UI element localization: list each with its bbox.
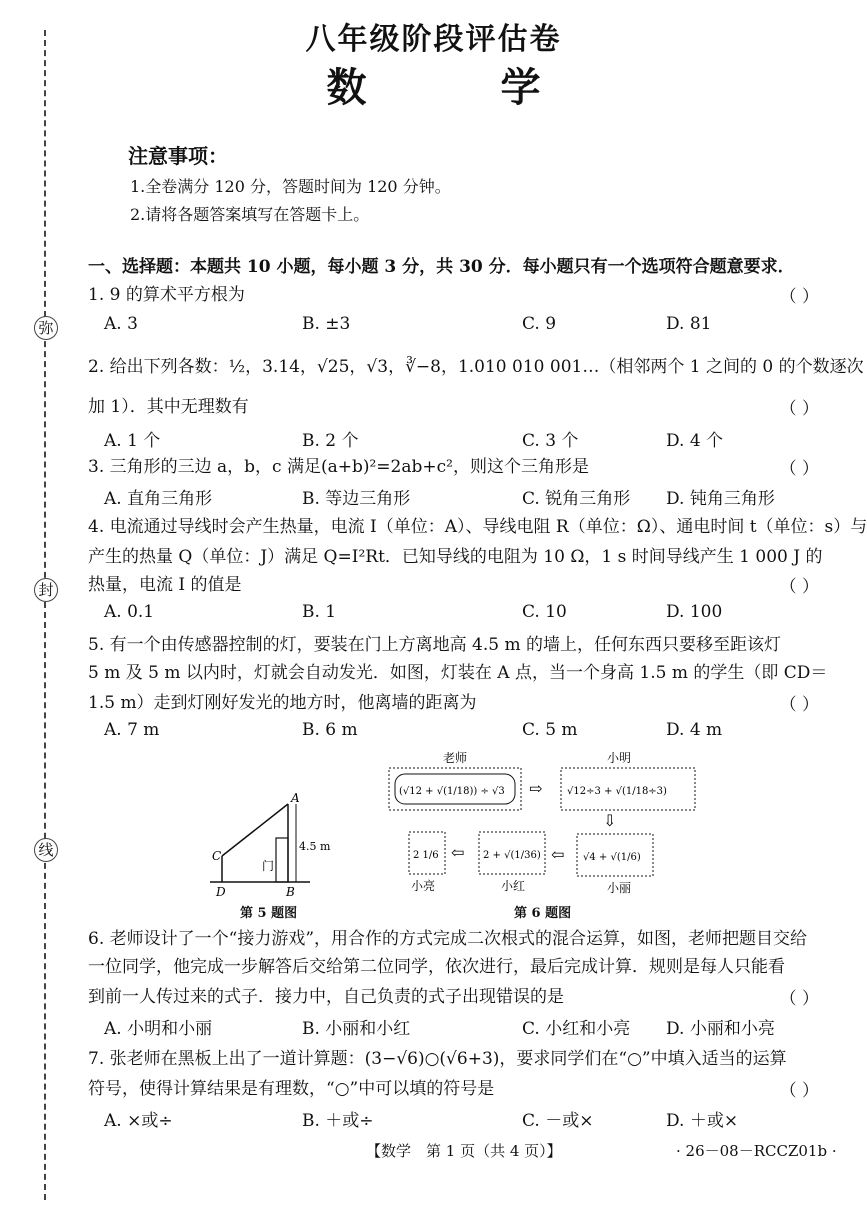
option-d: D. 4 个 — [666, 431, 724, 451]
fig5-label-b: B — [286, 885, 295, 899]
question-stem: 1. 9 的算术平方根为 — [88, 285, 245, 305]
option-b: B. 6 m — [302, 720, 358, 740]
question-stem: 7. 张老师在黑板上出了一道计算题：(3−√6)○(√6+3)，要求同学们在“○”中填入适当的运算 — [88, 1049, 787, 1069]
answer-blank: （ ） — [779, 459, 819, 479]
option-a: A. 7 m — [104, 720, 160, 740]
role-xiaohong: 小红 — [501, 879, 526, 893]
fig5-door-label: 门 — [262, 859, 275, 873]
option-c: C. 3 个 — [522, 431, 579, 451]
question-stem: 5. 有一个由传感器控制的灯，要装在门上方离地高 4.5 m 的墙上，任何东西只要移至距该灯 — [88, 635, 781, 655]
figure-6 — [385, 744, 715, 902]
option-b: B. ＋或÷ — [302, 1111, 374, 1131]
answer-blank: （ ） — [779, 287, 819, 307]
exam-title: 八年级阶段评估卷 — [305, 22, 562, 57]
option-d: D. 81 — [666, 314, 712, 334]
option-c: C. 锐角三角形 — [522, 489, 631, 509]
option-a: A. ×或÷ — [104, 1111, 173, 1131]
option-a: A. 小明和小丽 — [104, 1019, 213, 1039]
option-d: D. 4 m — [666, 720, 723, 740]
role-xiaoli: 小丽 — [607, 881, 632, 895]
teacher-expression: (√12 + √(1/18)) ÷ √3 — [399, 786, 505, 797]
question-stem: 到前一人传过来的式子．接力中，自己负责的式子出现错误的是 — [88, 987, 564, 1007]
option-d: D. ＋或× — [666, 1111, 739, 1131]
option-d: D. 钝角三角形 — [666, 489, 775, 509]
answer-blank: （ ） — [779, 695, 819, 715]
binding-char: 封 — [34, 578, 58, 602]
arrow-left-icon: ⇦ — [451, 843, 465, 862]
question-stem: 符号，使得计算结果是有理数，“○”中可以填的符号是 — [88, 1079, 495, 1099]
question-stem: 5 m 及 5 m 以内时，灯就会自动发光．如图，灯装在 A 点，当一个身高 1.5 m 的学生（即 CD＝ — [88, 663, 828, 683]
option-c: C. 10 — [522, 602, 567, 622]
binding-char: 弥 — [34, 316, 58, 340]
section-heading: 一、选择题：本题共 10 小题，每小题 3 分，共 30 分．每小题只有一个选项符合题意要求． — [88, 257, 795, 277]
figure-5 — [200, 790, 340, 900]
question-stem: 6. 老师设计了一个“接力游戏”，用合作的方式完成二次根式的混合运算，如图，老师把题目交给 — [88, 929, 808, 949]
answer-blank: （ ） — [779, 1081, 819, 1101]
option-a: A. 1 个 — [104, 431, 161, 451]
question-stem: 产生的热量 Q（单位：J）满足 Q=I²Rt．已知导线的电阻为 10 Ω，1 s 时间导线产生 1 000 J 的 — [88, 547, 823, 567]
page-code: · 26－08－RCCZ01b · — [676, 1142, 837, 1160]
notice-heading: 注意事项： — [128, 144, 228, 168]
answer-blank: （ ） — [779, 577, 819, 597]
subject-title: 数 学 — [326, 64, 601, 111]
answer-blank: （ ） — [779, 399, 819, 419]
role-xiaoming: 小明 — [607, 751, 632, 765]
question-stem: 2. 给出下列各数：½，3.14，√25，√3，∛−8，1.010 010 001…（相邻两个 1 之间的 0 的个数逐次 — [88, 357, 864, 377]
fig5-label-c: C — [212, 849, 222, 863]
fig5-label-d: D — [216, 885, 226, 899]
answer-blank: （ ） — [779, 989, 819, 1009]
xiaoliang-expression: 2 1/6 — [413, 850, 439, 861]
option-b: B. ±3 — [302, 314, 351, 334]
question-stem: 加 1）．其中无理数有 — [88, 397, 249, 417]
option-c: C. －或× — [522, 1111, 594, 1131]
page-footer: 【数学 第 1 页（共 4 页）】 — [366, 1142, 562, 1160]
binding-line — [44, 30, 46, 1200]
arrow-left-icon: ⇦ — [551, 845, 565, 864]
option-a: A. 直角三角形 — [104, 489, 213, 509]
option-a: A. 0.1 — [104, 602, 155, 622]
fig5-label-a: A — [291, 791, 300, 805]
question-stem: 4. 电流通过导线时会产生热量，电流 I（单位：A）、导线电阻 R（单位：Ω）、通电时间 t（单位：s）与 — [88, 517, 867, 537]
question-stem: 热量，电流 I 的值是 — [88, 575, 242, 595]
option-b: B. 1 — [302, 602, 337, 622]
option-c: C. 9 — [522, 314, 557, 334]
xiaoming-expression: √12÷3 + √(1/18÷3) — [567, 786, 667, 797]
role-teacher: 老师 — [443, 751, 468, 765]
option-d: D. 100 — [666, 602, 723, 622]
notice-item: 2.请将各题答案填写在答题卡上。 — [130, 205, 370, 224]
binding-char: 线 — [34, 838, 58, 862]
figure-5-caption: 第 5 题图 — [240, 906, 298, 921]
question-stem: 一位同学，他完成一步解答后交给第二位同学，依次进行，最后完成计算．规则是每人只能看 — [88, 957, 785, 977]
option-c: C. 小红和小亮 — [522, 1019, 631, 1039]
xiaoli-expression: √4 + √(1/6) — [583, 852, 641, 863]
option-b: B. 等边三角形 — [302, 489, 411, 509]
notice-item: 1.全卷满分 120 分，答题时间为 120 分钟。 — [130, 177, 451, 196]
role-xiaoliang: 小亮 — [411, 879, 436, 893]
fig5-height-label: 4.5 m — [299, 840, 331, 853]
xiaohong-expression: 2 + √(1/36) — [483, 850, 541, 861]
option-a: A. 3 — [104, 314, 138, 334]
figure-6-caption: 第 6 题图 — [514, 906, 572, 921]
option-b: B. 2 个 — [302, 431, 359, 451]
option-c: C. 5 m — [522, 720, 578, 740]
option-b: B. 小丽和小红 — [302, 1019, 411, 1039]
option-d: D. 小丽和小亮 — [666, 1019, 775, 1039]
question-stem: 1.5 m）走到灯刚好发光的地方时，他离墙的距离为 — [88, 693, 477, 713]
arrow-down-icon: ⇩ — [603, 811, 617, 830]
question-stem: 3. 三角形的三边 a，b，c 满足(a+b)²=2ab+c²，则这个三角形是 — [88, 457, 589, 477]
arrow-right-icon: ⇨ — [529, 779, 543, 798]
